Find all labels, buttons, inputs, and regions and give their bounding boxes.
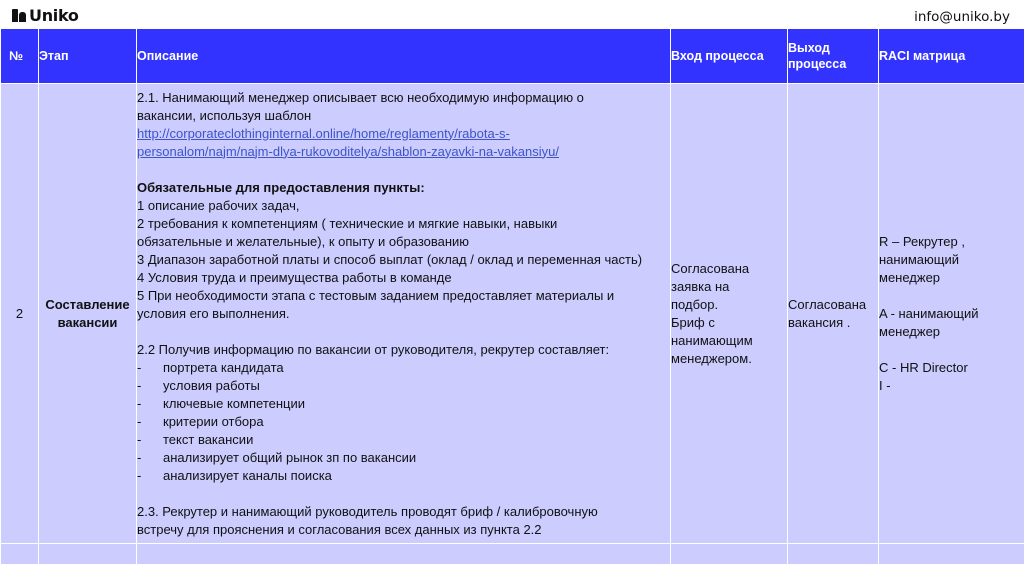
row-input: Согласована заявка на подбор. Бриф с нанимающим менеджером. xyxy=(671,84,788,544)
contact-email: info@uniko.by xyxy=(914,9,1010,25)
desc-intro-line: вакансии, используя шаблон xyxy=(137,107,312,123)
list-item: - анализирует каналы поиска xyxy=(137,467,332,483)
mandatory-item: условия его выполнения. xyxy=(137,305,290,321)
logo-mark-icon xyxy=(12,9,26,22)
process-table xyxy=(0,28,1024,565)
row-raci: R – Рекрутер , нанимающий менеджер A - нанимающий менеджер C - HR Director I - xyxy=(879,84,1024,544)
template-link[interactable]: http://corporateclothinginternal.online/home/reglamenty/rabota-s- xyxy=(137,125,510,141)
mandatory-item: 4 Условия труда и преимущества работы в команде xyxy=(137,269,452,285)
row-description xyxy=(137,84,671,544)
section3-line: встречу для прояснения и согласования всех данных из пункта 2.2 xyxy=(137,521,542,537)
mandatory-item: 1 описание рабочих задач, xyxy=(137,197,300,213)
uniko-logo xyxy=(12,6,79,25)
mandatory-item: 3 Диапазон заработной платы и способ выплат (оклад / оклад и переменная часть) xyxy=(137,251,643,267)
column-header-raci: RACI матрица xyxy=(879,29,1024,84)
column-header-description: Описание xyxy=(137,29,671,84)
stage-line: Составление xyxy=(45,296,130,312)
stage-line: вакансии xyxy=(57,314,118,330)
list-item: - анализирует общий рынок зп по вакансии xyxy=(137,449,417,465)
column-header-number: № xyxy=(1,29,39,84)
template-link[interactable]: personalom/najm/najm-dlya-rukovoditelya/shablon-zayavki-na-vakansiyu/ xyxy=(137,143,559,159)
section2-intro: 2.2 Получив информацию по вакансии от руководителя, рекрутер составляет: xyxy=(137,341,610,357)
top-bar xyxy=(0,0,1024,28)
column-header-output: Выход процесса xyxy=(788,29,879,84)
column-header-input: Вход процесса xyxy=(671,29,788,84)
section3-line: 2.3. Рекрутер и нанимающий руководитель проводят бриф / калибровочную xyxy=(137,503,598,519)
desc-intro-line: 2.1. Нанимающий менеджер описывает всю необходимую информацию о xyxy=(137,89,584,105)
mandatory-item: 5 При необходимости этапа с тестовым заданием предоставляет материалы и xyxy=(137,287,615,303)
list-item: - критерии отбора xyxy=(137,413,264,429)
table-header-row xyxy=(1,29,1024,84)
mandatory-item: 2 требования к компетенциям ( технические и мягкие навыки, навыки xyxy=(137,215,558,231)
mandatory-heading: Обязательные для предоставления пункты: xyxy=(137,179,425,195)
list-item: - условия работы xyxy=(137,377,260,393)
row-number: 2 xyxy=(1,84,39,544)
logo-text: Uniko xyxy=(29,6,79,25)
mandatory-item: обязательные и желательные), к опыту и образованию xyxy=(137,233,470,249)
table-row xyxy=(1,84,1024,544)
row-output: Согласована вакансия . xyxy=(788,84,879,544)
list-item: - портрета кандидата xyxy=(137,359,284,375)
list-item: - текст вакансии xyxy=(137,431,254,447)
list-item: - ключевые компетенции xyxy=(137,395,306,411)
table-row-empty xyxy=(1,544,1024,565)
row-stage xyxy=(39,84,137,544)
column-header-stage: Этап xyxy=(39,29,137,84)
